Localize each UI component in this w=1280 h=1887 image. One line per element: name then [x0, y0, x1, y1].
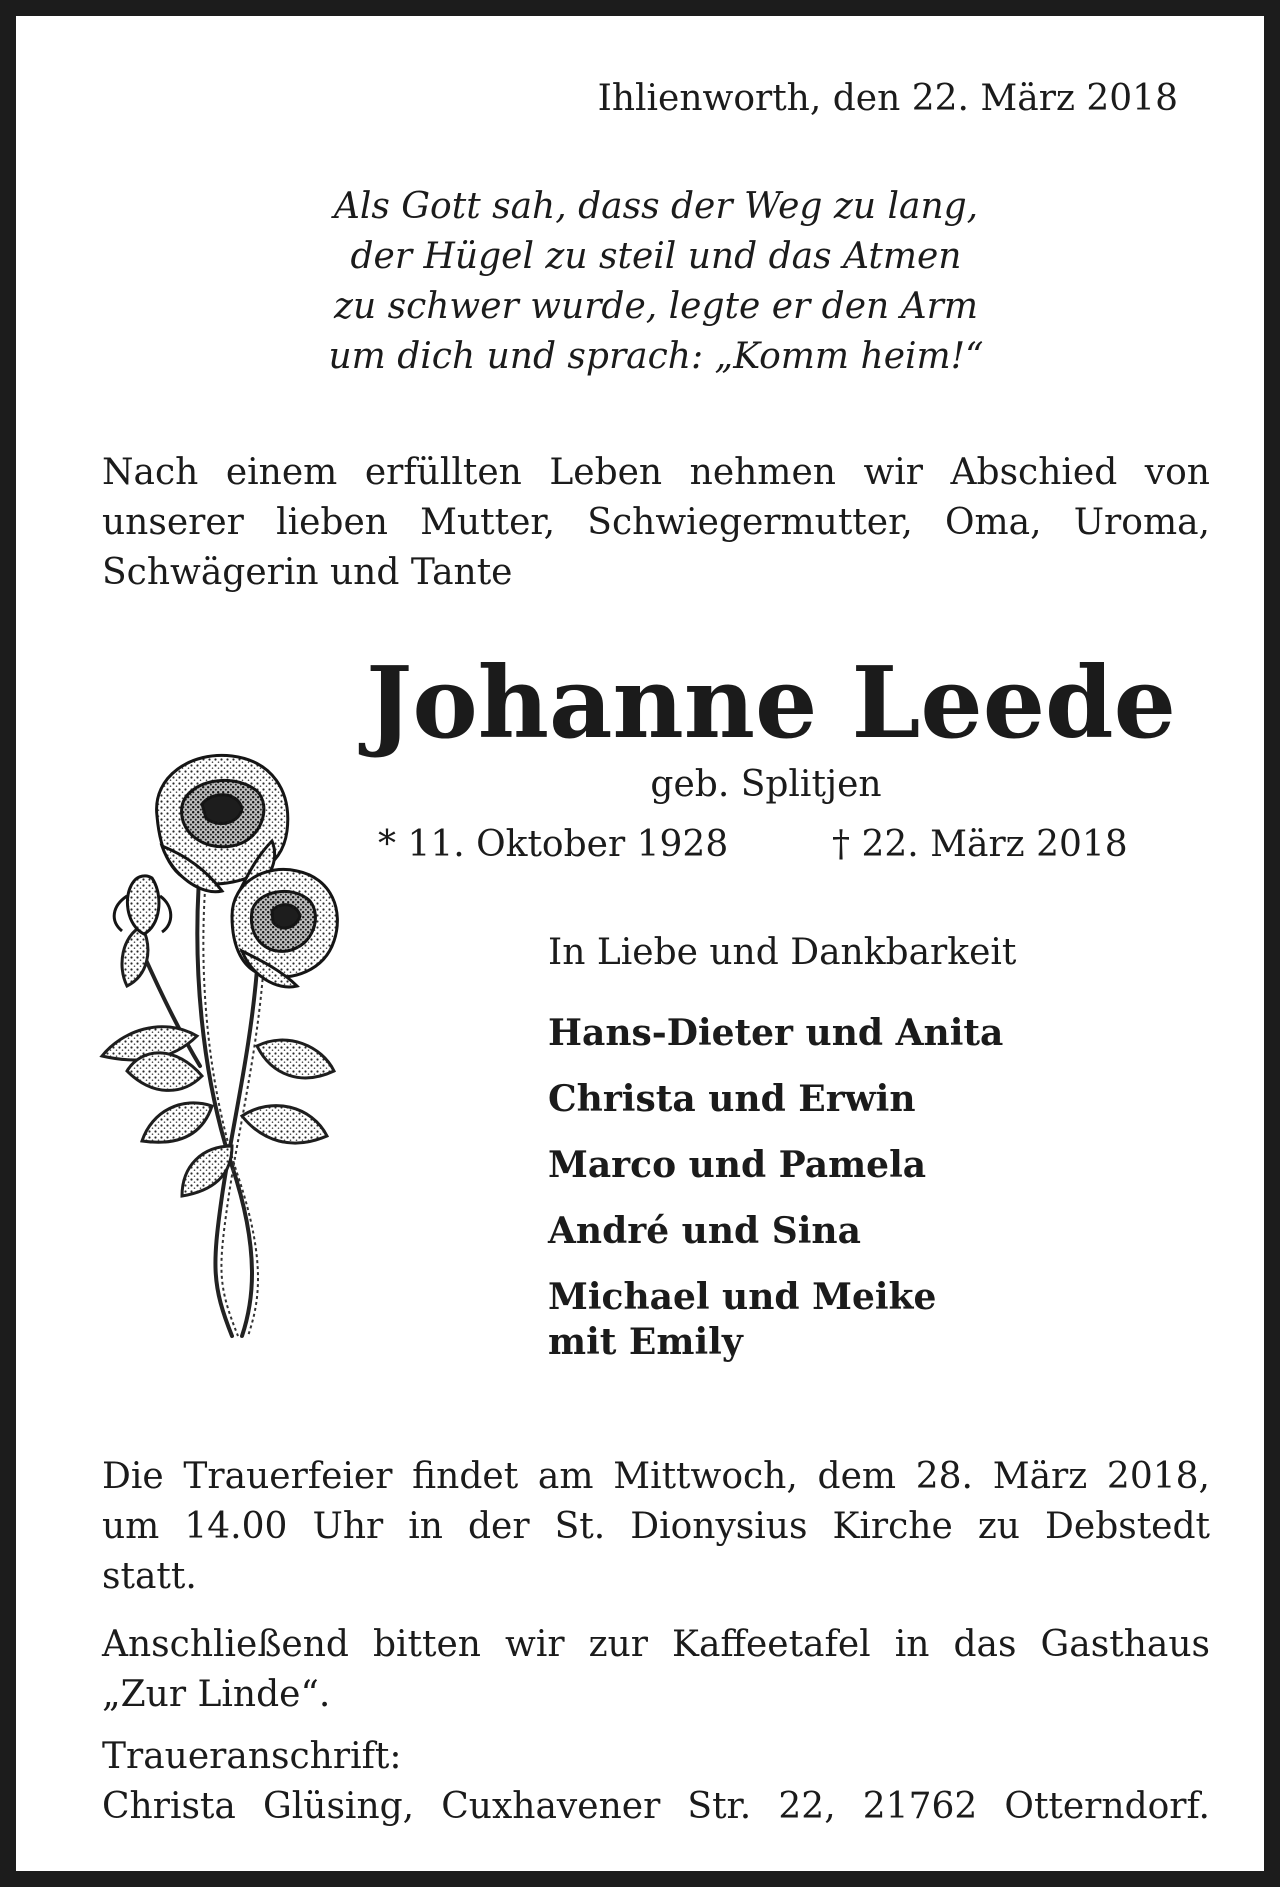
intro-text [102, 448, 1210, 598]
service-info [102, 1452, 1210, 1602]
mourning-address [102, 1732, 1210, 1832]
death-date: † 22. März 2018 [832, 824, 1128, 865]
family-member: mit Emily [548, 1321, 743, 1363]
deceased-name: Johanne Leede [366, 646, 1176, 761]
intro-line: Schwägerin und Tante [102, 552, 513, 593]
service-line: Die Trauerfeier findet am Mittwoch, dem 28. März 2018, [102, 1456, 1210, 1497]
address-line: Christa Glüsing, Cuxhavener Str. 22, 21762 Otterndorf. [102, 1786, 1210, 1827]
poem [216, 182, 1096, 382]
service-line: um 14.00 Uhr in der St. Dionysius Kirche zu Debstedt [102, 1506, 1210, 1547]
birth-date: * 11. Oktober 1928 [378, 824, 729, 865]
thanks-line: In Liebe und Dankbarkeit [548, 932, 1017, 973]
family-member: Marco und Pamela [548, 1144, 927, 1186]
coffee-info [102, 1620, 1210, 1720]
family-member: Hans-Dieter und Anita [548, 1012, 1004, 1054]
intro-line: Nach einem erfüllten Leben nehmen wir Abschied von [102, 452, 1210, 493]
family-member: André und Sina [548, 1210, 861, 1252]
poem-line: der Hügel zu steil und das Atmen [350, 236, 962, 277]
coffee-line: „Zur Linde“. [102, 1674, 331, 1715]
poem-line: zu schwer wurde, legte er den Arm [334, 286, 978, 327]
service-line: statt. [102, 1556, 197, 1597]
family-list [548, 1006, 1188, 1376]
family-member: Christa und Erwin [548, 1078, 916, 1120]
family-member: Michael und Meike [548, 1276, 937, 1318]
place-date: Ihlienworth, den 22. März 2018 [597, 78, 1178, 119]
poem-line: um dich und sprach: „Komm heim!“ [328, 336, 984, 377]
rose-icon [82, 746, 372, 1346]
maiden-name: geb. Splitjen [650, 764, 882, 805]
poem-line: Als Gott sah, dass der Weg zu lang, [333, 186, 979, 227]
address-label: Traueranschrift: [102, 1736, 402, 1777]
coffee-line: Anschließend bitten wir zur Kaffeetafel in das Gasthaus [102, 1624, 1210, 1665]
intro-line: unserer lieben Mutter, Schwiegermutter, Oma, Uroma, [102, 502, 1210, 543]
